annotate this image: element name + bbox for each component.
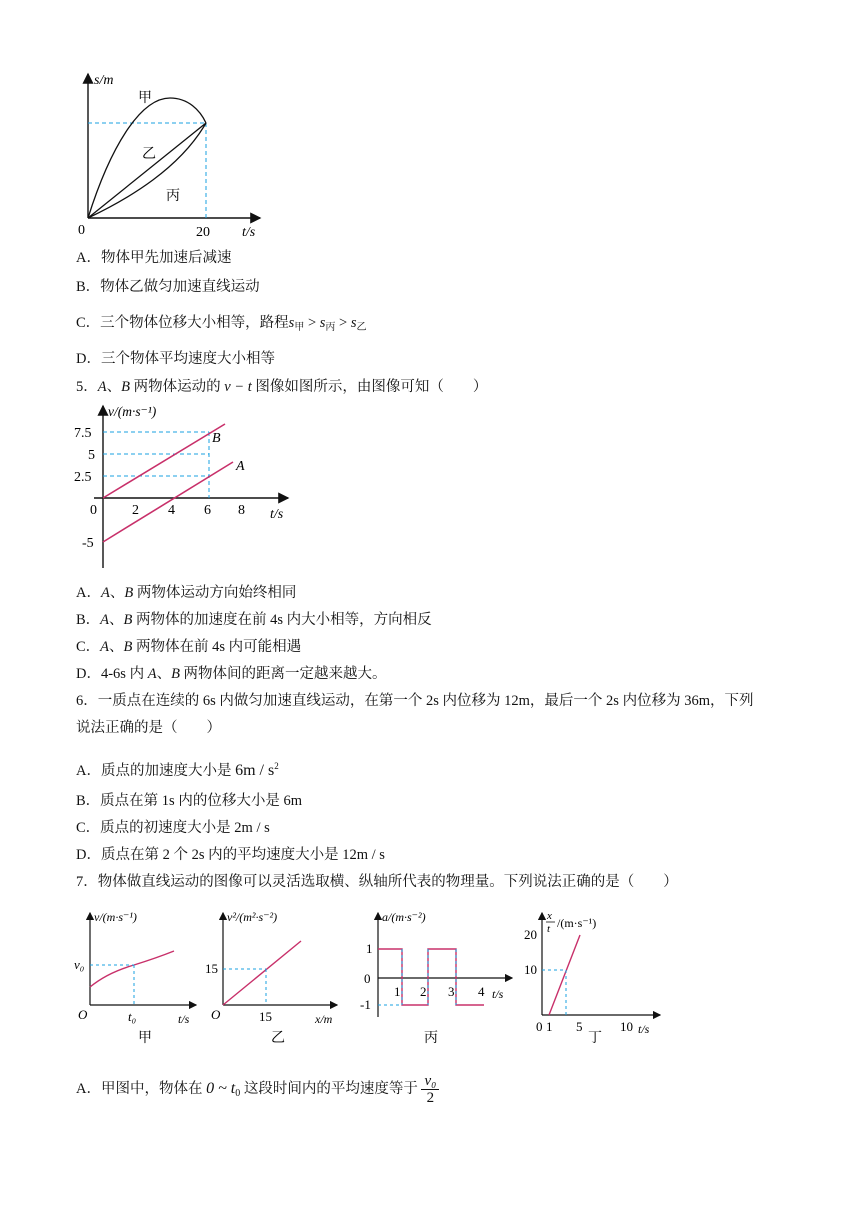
g4-x-label: t/s bbox=[638, 1022, 650, 1036]
g3-x-tick-4: 4 bbox=[478, 984, 485, 999]
q6-option-a: A．质点的加速度大小是 $6m / s^2$ bbox=[76, 761, 279, 779]
q5-y-tick-2.5: 2.5 bbox=[74, 470, 92, 485]
g1-y-label: v/(m·s⁻¹) bbox=[94, 910, 137, 924]
q6-option-b: B．质点在第 1s 内的位移大小是 6m bbox=[76, 793, 302, 809]
q4-st-graph bbox=[70, 68, 270, 243]
q7-graph-ding bbox=[520, 905, 670, 1050]
q5-x-label: t/s bbox=[270, 507, 284, 522]
q5-label-b: B bbox=[212, 431, 221, 446]
q5-option-c: C．A、B 两物体在前 4s 内可能相遇 bbox=[76, 639, 302, 655]
q5-x-tick-4: 4 bbox=[168, 503, 175, 518]
q5-y-tick-5: 5 bbox=[88, 448, 95, 463]
g3-x-tick-1: 1 bbox=[394, 984, 401, 999]
g4-x-tick-10: 10 bbox=[620, 1019, 633, 1034]
q5-stem: 5．A、B 两物体运动的 v − t 图像如图所示，由图像可知（ ） bbox=[76, 379, 488, 395]
q7-stem: 7．物体做直线运动的图像可以灵活选取横、纵轴所代表的物理量。下列说法正确的是（ ） bbox=[76, 874, 678, 890]
q5-x-tick-6: 6 bbox=[204, 503, 211, 518]
g3-y-tick-minus1: -1 bbox=[360, 997, 371, 1012]
q5-x-tick-2: 2 bbox=[132, 503, 139, 518]
g4-y-label-unit: /(m·s⁻¹) bbox=[557, 916, 597, 930]
g3-x-tick-2: 2 bbox=[420, 984, 427, 999]
g4-caption: 丁 bbox=[588, 1031, 602, 1046]
q5-option-b: B．A、B 两物体的加速度在前 4s 内大小相等，方向相反 bbox=[76, 612, 432, 628]
q4-option-b: B．物体乙做匀加速直线运动 bbox=[76, 279, 260, 295]
g1-x-label: t/s bbox=[178, 1012, 190, 1026]
q5-origin: 0 bbox=[90, 503, 97, 518]
g4-x-tick-5: 5 bbox=[576, 1019, 583, 1034]
g3-origin: 0 bbox=[364, 971, 371, 986]
q5-y-label: v/(m·s⁻¹) bbox=[108, 404, 157, 419]
q4-x-tick-20: 20 bbox=[196, 225, 210, 240]
q5-line-b bbox=[103, 424, 225, 498]
g3-x-label: t/s bbox=[492, 987, 504, 1001]
q6-stem-line1: 6．一质点在连续的 6s 内做匀加速直线运动，在第一个 2s 内位移为 12m，最后一个 2s 内位移为 36m，下列 bbox=[76, 693, 754, 709]
g1-origin: O bbox=[78, 1007, 88, 1022]
g4-y-label-den: t bbox=[547, 923, 551, 935]
g3-x-tick-3: 3 bbox=[448, 984, 455, 999]
g2-x-tick: 15 bbox=[259, 1009, 272, 1024]
g2-origin: O bbox=[211, 1007, 221, 1022]
q4-option-a: A．物体甲先加速后减速 bbox=[76, 250, 232, 266]
q4-origin: 0 bbox=[78, 223, 85, 238]
q6-stem-line2: 说法正确的是（ ） bbox=[76, 720, 221, 736]
q5-x-tick-8: 8 bbox=[238, 503, 245, 518]
q5-option-a: A．A、B 两物体运动方向始终相同 bbox=[76, 585, 297, 601]
g4-x-tick-1: 1 bbox=[546, 1019, 553, 1034]
g4-y-tick-20: 20 bbox=[524, 927, 537, 942]
g1-y-tick: v₀ bbox=[74, 957, 85, 972]
q7-option-a: A．甲图中，物体在 0 ~ $t_0$ 这段时间内的平均速度等于 $\frac{\text{v₀}}{2}$ bbox=[76, 1070, 439, 1113]
q6-option-c: C．质点的初速度大小是 2m / s bbox=[76, 820, 270, 836]
q4-option-c: C．三个物体位移大小相等，路程$s_甲 > s_丙 > s_乙$ bbox=[76, 315, 367, 333]
g4-y-tick-10: 10 bbox=[524, 962, 537, 977]
g2-x-label: x/m bbox=[315, 1012, 333, 1026]
g1-curve bbox=[90, 951, 174, 987]
g1-caption: 甲 bbox=[138, 1031, 152, 1046]
q4-y-label: s/m bbox=[94, 73, 114, 88]
q5-option-d: D．4-6s 内 A、B 两物体间的距离一定越来越大。 bbox=[76, 666, 387, 682]
q4-label-yi: 乙 bbox=[142, 147, 156, 162]
q4-label-jia: 甲 bbox=[138, 91, 152, 106]
g2-line bbox=[223, 941, 301, 1005]
q5-line-a bbox=[103, 462, 233, 542]
g4-y-label-num: x bbox=[547, 910, 552, 922]
q5-y-tick-7.5: 7.5 bbox=[74, 426, 92, 441]
q7-option-a-fraction: $\frac{\text{v₀}}{2}$ bbox=[421, 1073, 439, 1106]
g3-y-label: a/(m·s⁻²) bbox=[382, 910, 426, 924]
q7-graph-jia bbox=[72, 905, 202, 1050]
q4-option-d: D．三个物体平均速度大小相等 bbox=[76, 351, 275, 367]
q4-x-label: t/s bbox=[242, 225, 256, 240]
q5-label-a: A bbox=[236, 459, 245, 474]
g3-y-tick-1: 1 bbox=[366, 941, 373, 956]
g2-y-label: v²/(m²·s⁻²) bbox=[227, 910, 278, 924]
q5-vt-graph bbox=[70, 400, 300, 575]
q6-option-d: D．质点在第 2 个 2s 内的平均速度大小是 12m / s bbox=[76, 847, 385, 863]
g4-origin: 0 bbox=[536, 1019, 543, 1034]
g3-caption: 丙 bbox=[424, 1031, 438, 1046]
g2-y-tick: 15 bbox=[205, 961, 218, 976]
q4-label-bing: 丙 bbox=[166, 189, 180, 204]
g1-x-tick: t₀ bbox=[128, 1009, 137, 1024]
q7-graph-yi bbox=[205, 905, 345, 1050]
g2-caption: 乙 bbox=[271, 1031, 285, 1046]
q7-graph-bing bbox=[358, 905, 518, 1050]
g4-line bbox=[549, 935, 580, 1015]
q5-y-tick-minus5: -5 bbox=[82, 536, 94, 551]
